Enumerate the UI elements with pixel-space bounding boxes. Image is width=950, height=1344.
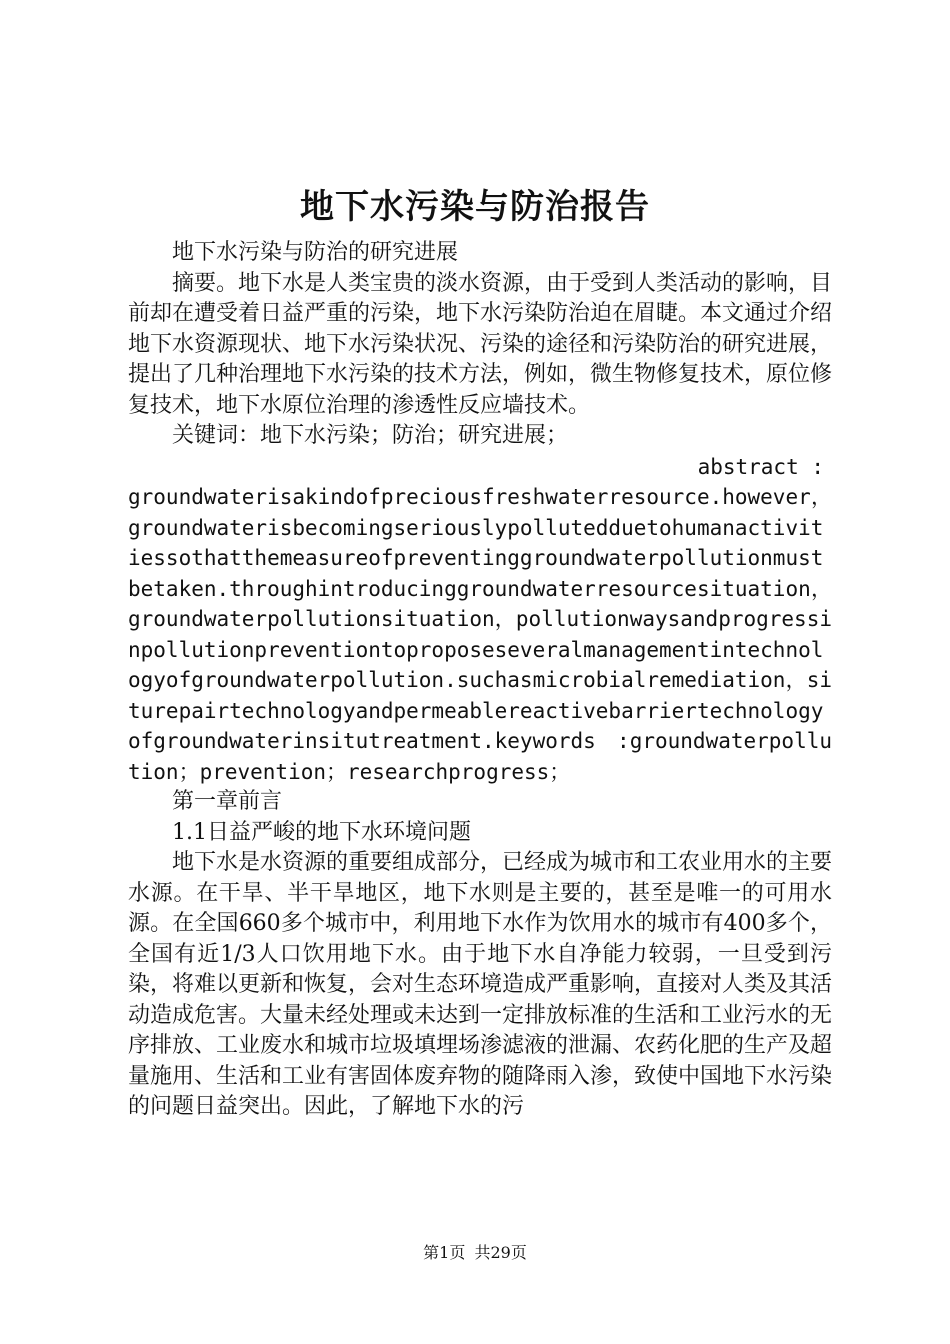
page-footer xyxy=(0,1242,950,1264)
page-number: 第1页 xyxy=(423,1243,466,1262)
subtitle-paragraph: 地下水污染与防治的研究进展 xyxy=(172,240,459,265)
document-body xyxy=(128,238,832,1123)
abstract-cn-paragraph: 摘要。地下水是人类宝贵的淡水资源，由于受到人类活动的影响，目前却在遭受着日益严重的污染，地下水污染防治迫在眉睫。本文通过介绍地下水资源现状、地下水污染状况、污染的途径和污染防治的研究进展，提出了几种治理地下水污染的技术方法，例如，微生物修复技术，原位修复技术，地下水原位治理的渗透性反应墙技术。 xyxy=(128,270,833,418)
chapter-heading: 第一章前言 xyxy=(172,789,283,814)
abstract-en-text: groundwaterisakindofpreciousfreshwaterresource.however，groundwaterisbecomingseriouslypollutedduetohumanactivitiessothatthemeasureofpreventinggroundwaterpollutionmustbetaken.throughintroducinggroundwaterresourcesituation，groundwaterpollutionsituation，pollutionwaysandprogressinpollutionpreventiontoproposeseveralmanagementintechnologyofgroundwaterpollution.suchasmicrobialremediation，siturepairtechnologyandpermeablereactivebarriertechnologyofgroundwaterinsitutreatment.keywords :groundwaterpollution；prevention；researchprogress； xyxy=(128,485,832,784)
keywords-cn-paragraph: 关键词：地下水污染；防治；研究进展； xyxy=(172,423,569,448)
abstract-en-paragraph xyxy=(128,452,832,788)
section-heading: 1.1日益严峻的地下水环境问题 xyxy=(172,819,471,845)
body-paragraph: 地下水是水资源的重要组成部分，已经成为城市和工农业用水的主要水源。在干旱、半干旱地区，地下水则是主要的，甚至是唯一的可用水源。在全国660多个城市中，利用地下水作为饮用水的城市有400多个，全国有近1/3人口饮用地下水。由于地下水自净能力较弱，一旦受到污染，将难以更新和恢复，会对生态环境造成严重影响，直接对人类及其活动造成危害。大量未经处理或未达到一定排放标准的生活和工业污水的无序排放、工业废水和城市垃圾填埋场渗滤液的泄漏、农药化肥的生产及超量施用、生活和工业有害固体废弃物的随降雨入渗，致使中国地下水污染的问题日益突出。因此，了解地下水的污 xyxy=(128,850,833,1119)
abstract-en-lead: abstract : xyxy=(697,454,824,479)
document-title: 地下水污染与防治报告 xyxy=(300,187,650,227)
page-total: 共29页 xyxy=(474,1243,527,1262)
